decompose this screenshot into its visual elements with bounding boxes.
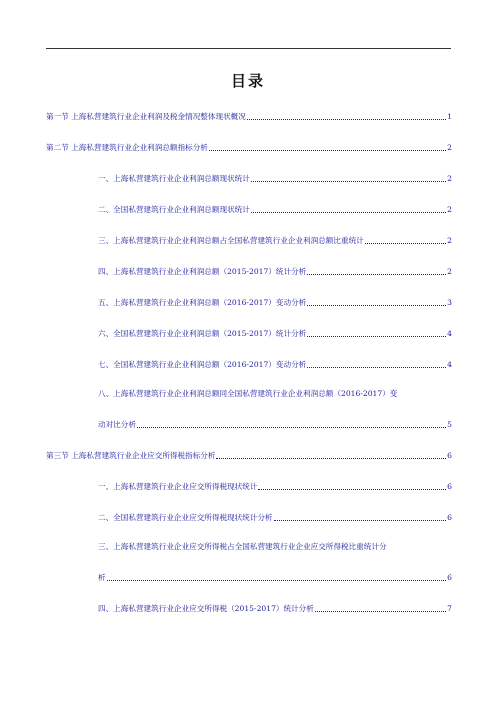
toc-entry-4[interactable] bbox=[98, 205, 452, 215]
toc-leader-dots bbox=[107, 578, 447, 581]
toc-leader-dots bbox=[137, 425, 446, 428]
toc-page-number: 1 bbox=[447, 112, 452, 121]
toc-page-number: 2 bbox=[447, 174, 452, 183]
toc-page-number: 5 bbox=[447, 420, 452, 429]
page-title: 目录 bbox=[230, 72, 265, 90]
toc-entry-text: 八、上海私营建筑行业企业利润总额同全国私营建筑行业企业利润总额（2016-2017）变 bbox=[98, 389, 398, 398]
toc-entry-text: 三、上海私营建筑行业企业利润总额占全国私营建筑行业企业利润总额比重统计 bbox=[98, 236, 364, 245]
toc-entry-7[interactable] bbox=[98, 298, 452, 308]
toc-entry-text: 第二节 上海私营建筑行业企业利润总额指标分析 bbox=[46, 143, 208, 152]
toc-entry-10[interactable] bbox=[98, 420, 452, 430]
toc-entry-15[interactable] bbox=[98, 604, 452, 614]
toc-entry-text: 一、上海私营建筑行业企业利润总额现状统计 bbox=[98, 174, 250, 183]
toc-entry-text: 七、全国私营建筑行业企业利润总额（2016-2017）变动分析 bbox=[98, 360, 307, 369]
toc-page-number: 2 bbox=[447, 205, 452, 214]
toc-entry-14[interactable] bbox=[98, 573, 452, 583]
toc-entry-text: 四、上海私营建筑行业企业应交所得税（2015-2017）统计分析 bbox=[98, 604, 314, 613]
toc-entry-text: 第三节 上海私营建筑行业企业应交所得税指标分析 bbox=[46, 451, 216, 460]
toc-entry-text: 二、全国私营建筑行业企业利润总额现状统计 bbox=[98, 205, 250, 214]
toc-page-number: 7 bbox=[447, 604, 452, 613]
toc-page-number: 6 bbox=[447, 513, 452, 522]
toc-page-number: 6 bbox=[447, 451, 452, 460]
toc-leader-dots bbox=[307, 272, 446, 275]
toc-entry-text: 四、上海私营建筑行业企业利润总额（2015-2017）统计分析 bbox=[98, 267, 307, 276]
toc-entry-6[interactable] bbox=[98, 267, 452, 277]
toc-page-number: 2 bbox=[447, 236, 452, 245]
toc-page-number: 4 bbox=[447, 329, 452, 338]
toc-entry-2[interactable] bbox=[46, 143, 452, 153]
toc-entry-text-continued: 动对比分析 bbox=[98, 420, 136, 429]
toc-entry-3[interactable] bbox=[98, 174, 452, 184]
toc-page-number: 2 bbox=[447, 267, 452, 276]
toc-page-number: 6 bbox=[447, 573, 452, 582]
toc-entry-14-line-1[interactable] bbox=[98, 542, 387, 552]
toc-leader-dots bbox=[315, 609, 446, 612]
toc-page-number: 6 bbox=[447, 482, 452, 491]
toc-entry-9[interactable] bbox=[98, 360, 452, 370]
toc-entry-11[interactable] bbox=[46, 451, 452, 461]
toc-leader-dots bbox=[251, 210, 446, 213]
toc-leader-dots bbox=[247, 117, 446, 120]
toc-entry-13[interactable] bbox=[98, 513, 452, 523]
toc-leader-dots bbox=[365, 241, 446, 244]
toc-leader-dots bbox=[307, 303, 446, 306]
toc-entry-text: 一、上海私营建筑行业企业应交所得税现状统计 bbox=[98, 482, 258, 491]
toc-leader-dots bbox=[258, 487, 446, 490]
toc-leader-dots bbox=[307, 365, 446, 368]
toc-page-number: 4 bbox=[447, 360, 452, 369]
toc-leader-dots bbox=[209, 148, 446, 151]
toc-leader-dots bbox=[216, 456, 446, 459]
header-rule bbox=[46, 48, 451, 49]
toc-entry-text-continued: 析 bbox=[98, 573, 106, 582]
toc-entry-1[interactable] bbox=[46, 112, 452, 122]
toc-entry-text: 六、全国私营建筑行业企业利润总额（2015-2017）统计分析 bbox=[98, 329, 307, 338]
toc-leader-dots bbox=[274, 518, 447, 521]
toc-entry-10-line-1[interactable] bbox=[98, 389, 397, 399]
toc-entry-12[interactable] bbox=[98, 482, 452, 492]
toc-entry-5[interactable] bbox=[98, 236, 452, 246]
toc-entry-text: 三、上海私营建筑行业企业应交所得税占全国私营建筑行业企业应交所得税比重统计分 bbox=[98, 542, 387, 551]
toc-entry-text: 第一节 上海私营建筑行业企业利润及税金情况整体现状概况 bbox=[46, 112, 246, 121]
toc-page-number: 2 bbox=[447, 143, 452, 152]
toc-leader-dots bbox=[251, 179, 446, 182]
toc-page-number: 3 bbox=[447, 298, 452, 307]
toc-entry-text: 二、全国私营建筑行业企业应交所得税现状统计分析 bbox=[98, 513, 273, 522]
toc-entry-text: 五、上海私营建筑行业企业利润总额（2016-2017）变动分析 bbox=[98, 298, 307, 307]
toc-leader-dots bbox=[307, 334, 446, 337]
toc-entry-8[interactable] bbox=[98, 329, 452, 339]
